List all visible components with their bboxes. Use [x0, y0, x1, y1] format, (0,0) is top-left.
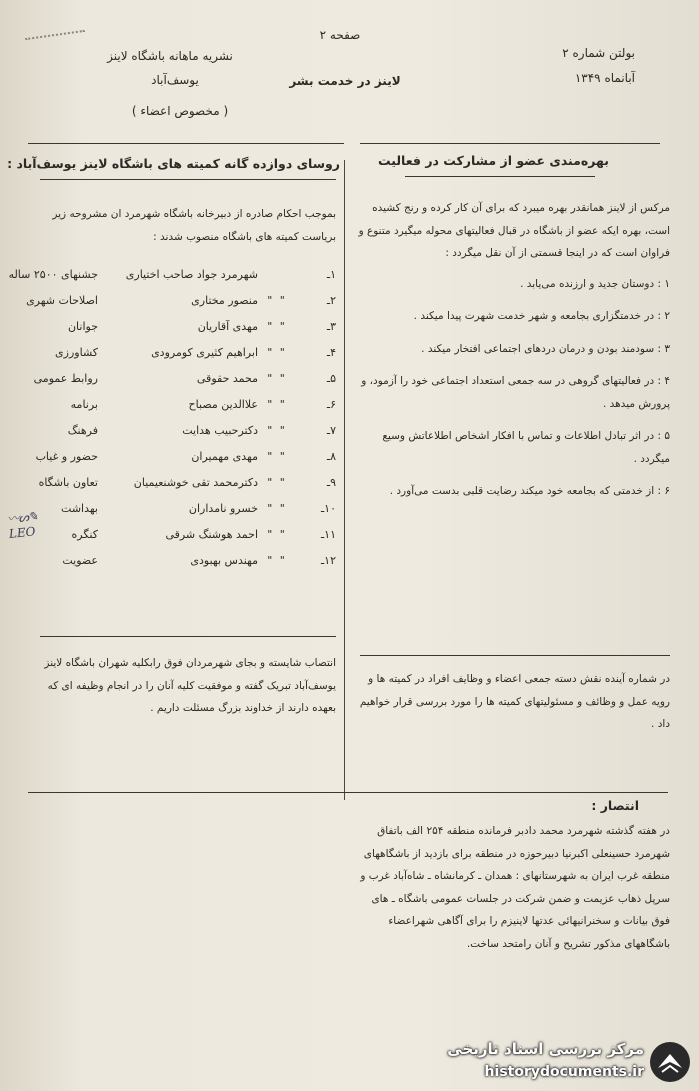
committee-name: برنامه — [70, 398, 98, 411]
committee-name: بهداشت — [61, 502, 98, 515]
committee-name: عضویت — [62, 554, 98, 567]
roster-row — [40, 314, 336, 340]
row-number: ۱۱ـ — [320, 528, 336, 541]
benefit-item: ۳ : سودمند بودن و درمان دردهای اجتماعی افتخار میکند . — [421, 342, 670, 355]
left-footer-paragraph: انتصاب شایسته و بجای شهرمردان فوق رابکلیه شهران باشگاه لاینز یوسف‌آباد تبریک گفته و موفقیت کلیه آنان را در انجام وظیفه ای که بعهده دارند از خداوند بزرگ مسئلت داریم . — [44, 657, 336, 714]
bottom-section-title: انتصار : — [591, 798, 639, 813]
row-number: ۶ـ — [326, 398, 336, 411]
officer-name: شهرمرد جواد صاحب اختیاری — [125, 268, 258, 281]
benefit-item: ۵ : در اثر تبادل اطلاعات و تماس با افکار اشخاص اطلاعاتش وسیع میگردد . — [382, 430, 670, 465]
handwritten-scribble: 〰ᔕ✎ — [6, 509, 38, 527]
right-mid-rule — [360, 655, 670, 656]
top-rule-right — [360, 143, 660, 144]
watermark — [420, 1038, 690, 1086]
row-number: ۹ـ — [326, 476, 336, 489]
committee-name: جوانان — [67, 320, 98, 333]
row-number: ۱۲ـ — [320, 554, 336, 567]
committee-name: کشاورزی — [55, 346, 98, 359]
row-number: ۲ـ — [326, 294, 336, 307]
committee-name: جشنهای ۲۵۰۰ ساله — [8, 268, 98, 281]
issue-date: آبانماه ۱۳۴۹ — [574, 71, 635, 85]
officer-name: دکترحبیب هدایت — [182, 424, 258, 437]
motto: لاینز در خدمت بشر — [289, 74, 401, 88]
officer-name: علاالدین مصباح — [188, 398, 258, 411]
row-number: ۷ـ — [326, 424, 336, 437]
benefit-item: ۶ : از خدمتی که بجامعه خود میکند رضایت قلبی بدست می‌آورد . — [389, 485, 670, 497]
watermark-url: historydocuments.ir — [484, 1064, 644, 1080]
ditto-mark: " " — [267, 554, 287, 567]
left-mid-rule — [40, 636, 336, 637]
right-intro: مرکس از لاینز همانقدر بهره میبرد که برای آن کار کرده و رنج کشیده است، بهره ایکه عضو از باشگاه در قبال فعالیتهای محوله میگیرد متنوع و فراوان است که در اینجا قسمتی از آن نقل میگردد : — [358, 202, 670, 259]
ditto-mark: " " — [267, 372, 287, 385]
book-logo-icon — [650, 1042, 690, 1082]
row-number: ۸ـ — [326, 450, 336, 463]
benefit-item: ۲ : در خدمتگزاری بجامعه و شهر خدمت شهرت پیدا میکند . — [413, 310, 670, 322]
committee-name: کنگره — [71, 528, 98, 541]
officer-name: محمد حقوقی — [196, 372, 258, 385]
page-number: صفحه ۲ — [319, 28, 361, 42]
roster-row — [26, 288, 336, 314]
ditto-mark: " " — [267, 476, 287, 489]
officer-name: ابراهیم کثیری کومرودی — [151, 346, 258, 359]
officer-name: خسرو نامداران — [188, 502, 258, 515]
row-number: ۴ـ — [326, 346, 336, 359]
roster-row — [40, 496, 336, 522]
newsletter-title: نشریه ماهانه باشگاه لاینز — [107, 49, 233, 63]
ditto-mark: " " — [267, 320, 287, 333]
ditto-mark: " " — [267, 294, 287, 307]
handwritten-note — [6, 506, 49, 541]
ditto-mark: " " — [267, 528, 287, 541]
committee-name: اصلاحات شهری — [26, 294, 98, 307]
bottom-rule — [28, 792, 668, 793]
officer-name: مهدی آقاریان — [197, 320, 258, 333]
roster-row — [40, 340, 336, 366]
column-divider — [344, 160, 345, 800]
left-title-underline — [40, 179, 336, 180]
row-number: ۵ـ — [326, 372, 336, 385]
roster-row — [40, 392, 336, 418]
roster-row — [8, 262, 336, 288]
members-only-note: ( مخصوص اعضاء ) — [131, 104, 229, 118]
roster-row — [33, 366, 336, 392]
roster-row — [40, 522, 336, 548]
watermark-title: مرکز بررسی اسناد تاریخی — [447, 1040, 644, 1058]
officer-name: منصور مختاری — [191, 294, 258, 307]
roster-row — [40, 470, 336, 496]
roster-row — [35, 444, 336, 470]
left-intro: بموجب احکام صادره از دبیرخانه باشگاه شهرمرد ان مشروحه زیر بریاست کمیته های باشگاه منصوب شدند : — [52, 208, 336, 243]
bulletin-number: بولتن شماره ۲ — [562, 46, 635, 60]
roster-row — [40, 418, 336, 444]
right-section-title: بهره‌مندی عضو از مشارکت در فعالیت — [378, 153, 609, 168]
right-title-underline — [405, 176, 595, 177]
ditto-mark: " " — [267, 424, 287, 437]
dotted-flourish — [25, 30, 85, 40]
officer-name: مهدی مهمیران — [191, 450, 258, 463]
officer-name: دکترمحمد تقی خوشنعیمیان — [133, 476, 258, 489]
bottom-paragraph: در هفته گذشته شهرمرد محمد دادبر فرمانده منطقه ۲۵۴ الف باتفاق شهرمرد حسینعلی اکبرنیا دبیرحوزه در منطقه برای بازدید از باشگاههای منطقه غرب ایران به شهرستانهای : همدان ـ کرمانشاه ـ شاه‌آباد غرب و سرپل ذهاب عزیمت و ضمن شرکت در جلسات عمومی باشگاه ـ های فوق بیانات و سخنرانیهائی عدتها لاینیزم را برای آگاهی شهراعضاء باشگاههای مذکور تشریح و آنان رامتحد ساخت. — [360, 825, 670, 950]
ditto-mark: " " — [267, 398, 287, 411]
ditto-mark: " " — [267, 346, 287, 359]
row-number: ۳ـ — [326, 320, 336, 333]
committee-name: فرهنگ — [67, 424, 98, 437]
roster-row — [40, 548, 336, 574]
left-section-title: روسای دوازده گانه کمیته های باشگاه لاینز یوسف‌آباد : — [7, 156, 340, 171]
row-number: ۱ـ — [326, 268, 336, 281]
committee-name: حضور و غیاب — [35, 450, 98, 463]
benefit-item: ۱ : دوستان جدید و ارزنده می‌یابد . — [520, 277, 670, 290]
committee-name: روابط عمومی — [33, 372, 98, 385]
committee-name: تعاون باشگاه — [38, 476, 98, 489]
officer-name: مهندس بهبودی — [190, 554, 258, 567]
benefit-list — [350, 273, 670, 503]
ditto-mark: " " — [267, 450, 287, 463]
ditto-mark: " " — [267, 502, 287, 515]
handwritten-label: LEO — [8, 524, 37, 542]
row-number: ۱۰ـ — [320, 502, 336, 515]
top-rule-left — [28, 143, 344, 144]
club-name: یوسف‌آباد — [151, 73, 199, 87]
right-section-body — [350, 197, 670, 503]
benefit-item: ۴ : در فعالیتهای گروهی در سه جمعی استعداد اجتماعی خود را آزمود، و پرورش میدهد . — [361, 375, 670, 410]
officer-name: احمد هوشنگ شرقی — [165, 528, 258, 541]
right-footer-paragraph: در شماره آینده نقش دسته جمعی اعضاء و وظایف افراد در کمیته ها و رویه عمل و وظائف و مسئولیتهای کمیته ها را مورد بررسی قرار خواهیم داد . — [359, 673, 670, 730]
